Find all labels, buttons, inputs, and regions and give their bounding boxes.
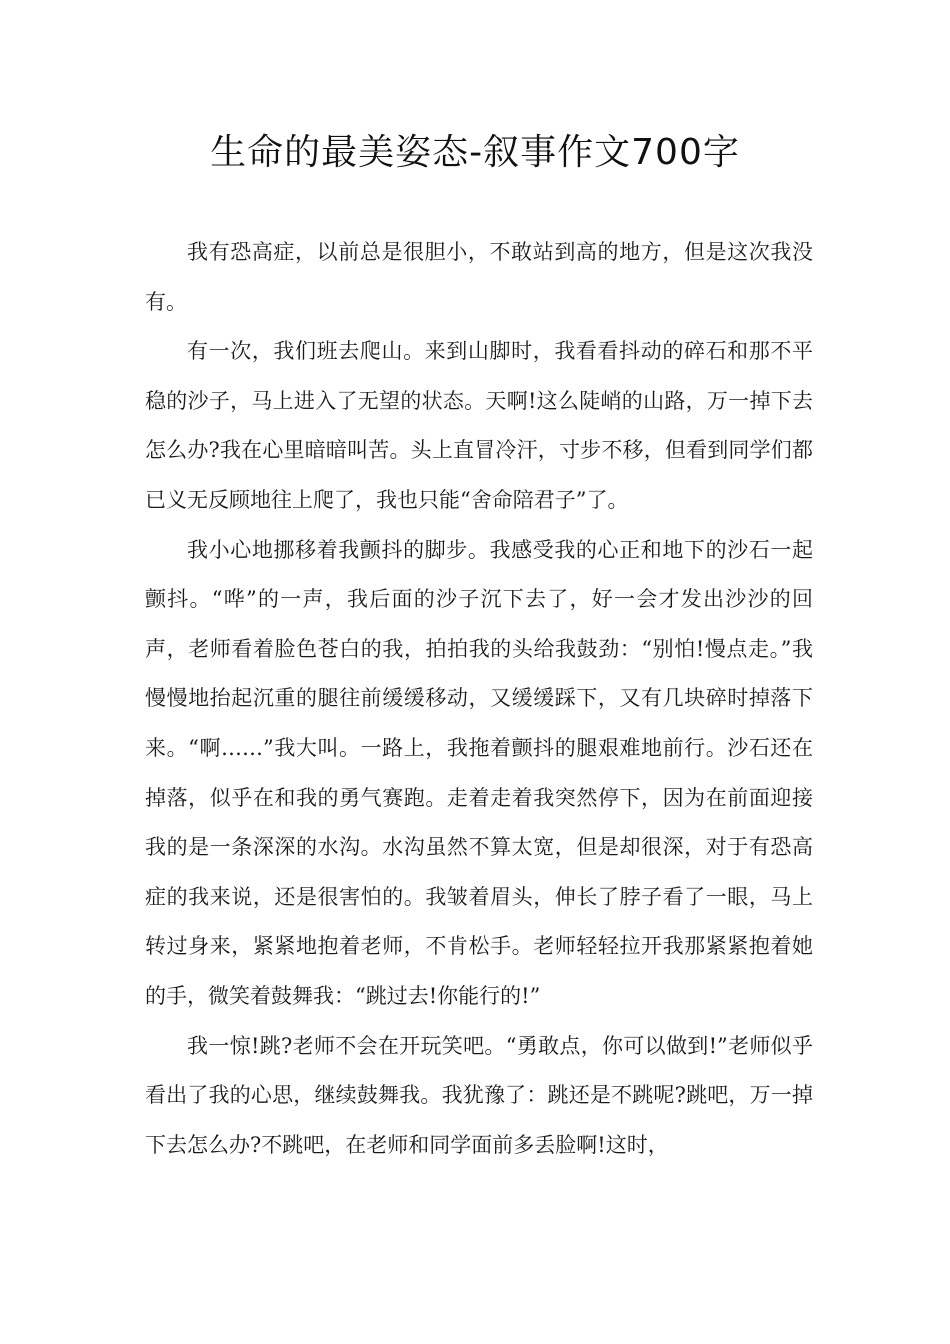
paragraph: 我有恐高症，以前总是很胆小，不敢站到高的地方，但是这次我没有。 — [145, 240, 813, 314]
document-title: 生命的最美姿态-叙事作文700字 — [210, 132, 740, 173]
paragraph: 我小心地挪移着我颤抖的脚步。我感受我的心正和地下的沙石一起颤抖。“哗”的一声，我后面的沙子沉下去了，好一会才发出沙沙的回声，老师看着脸色苍白的我，拍拍我的头给我鼓劲：“别怕!慢点走。”我慢慢地抬起沉重的腿往前缓缓移动，又缓缓踩下，又有几块碎时掉落下来。“啊……”我大叫。一路上，我拖着颤抖的腿艰难地前行。沙石还在掉落，似乎在和我的勇气赛跑。走着走着我突然停下，因为在前面迎接我的是一条深深的水沟。水沟虽然不算太宽，但是却很深，对于有恐高症的我来说，还是很害怕的。我皱着眉头，伸长了脖子看了一眼，马上转过身来，紧紧地抱着老师，不肯松手。老师轻轻拉开我那紧紧抱着她的手，微笑着鼓舞我：“跳过去!你能行的!” — [145, 537, 813, 1008]
paragraph: 有一次，我们班去爬山。来到山脚时，我看看抖动的碎石和那不平稳的沙子，马上进入了无望的状态。天啊!这么陡峭的山路，万一掉下去怎么办?我在心里暗暗叫苦。头上直冒冷汗，寸步不移，但看到同学们都已义无反顾地往上爬了，我也只能“舍命陪君子”了。 — [145, 339, 813, 512]
paragraph: 我一惊!跳?老师不会在开玩笑吧。“勇敢点，你可以做到!”老师似乎看出了我的心思，继续鼓舞我。我犹豫了：跳还是不跳呢?跳吧，万一掉下去怎么办?不跳吧，在老师和同学面前多丢脸啊!这时， — [145, 1033, 813, 1157]
document-body — [145, 228, 813, 1170]
